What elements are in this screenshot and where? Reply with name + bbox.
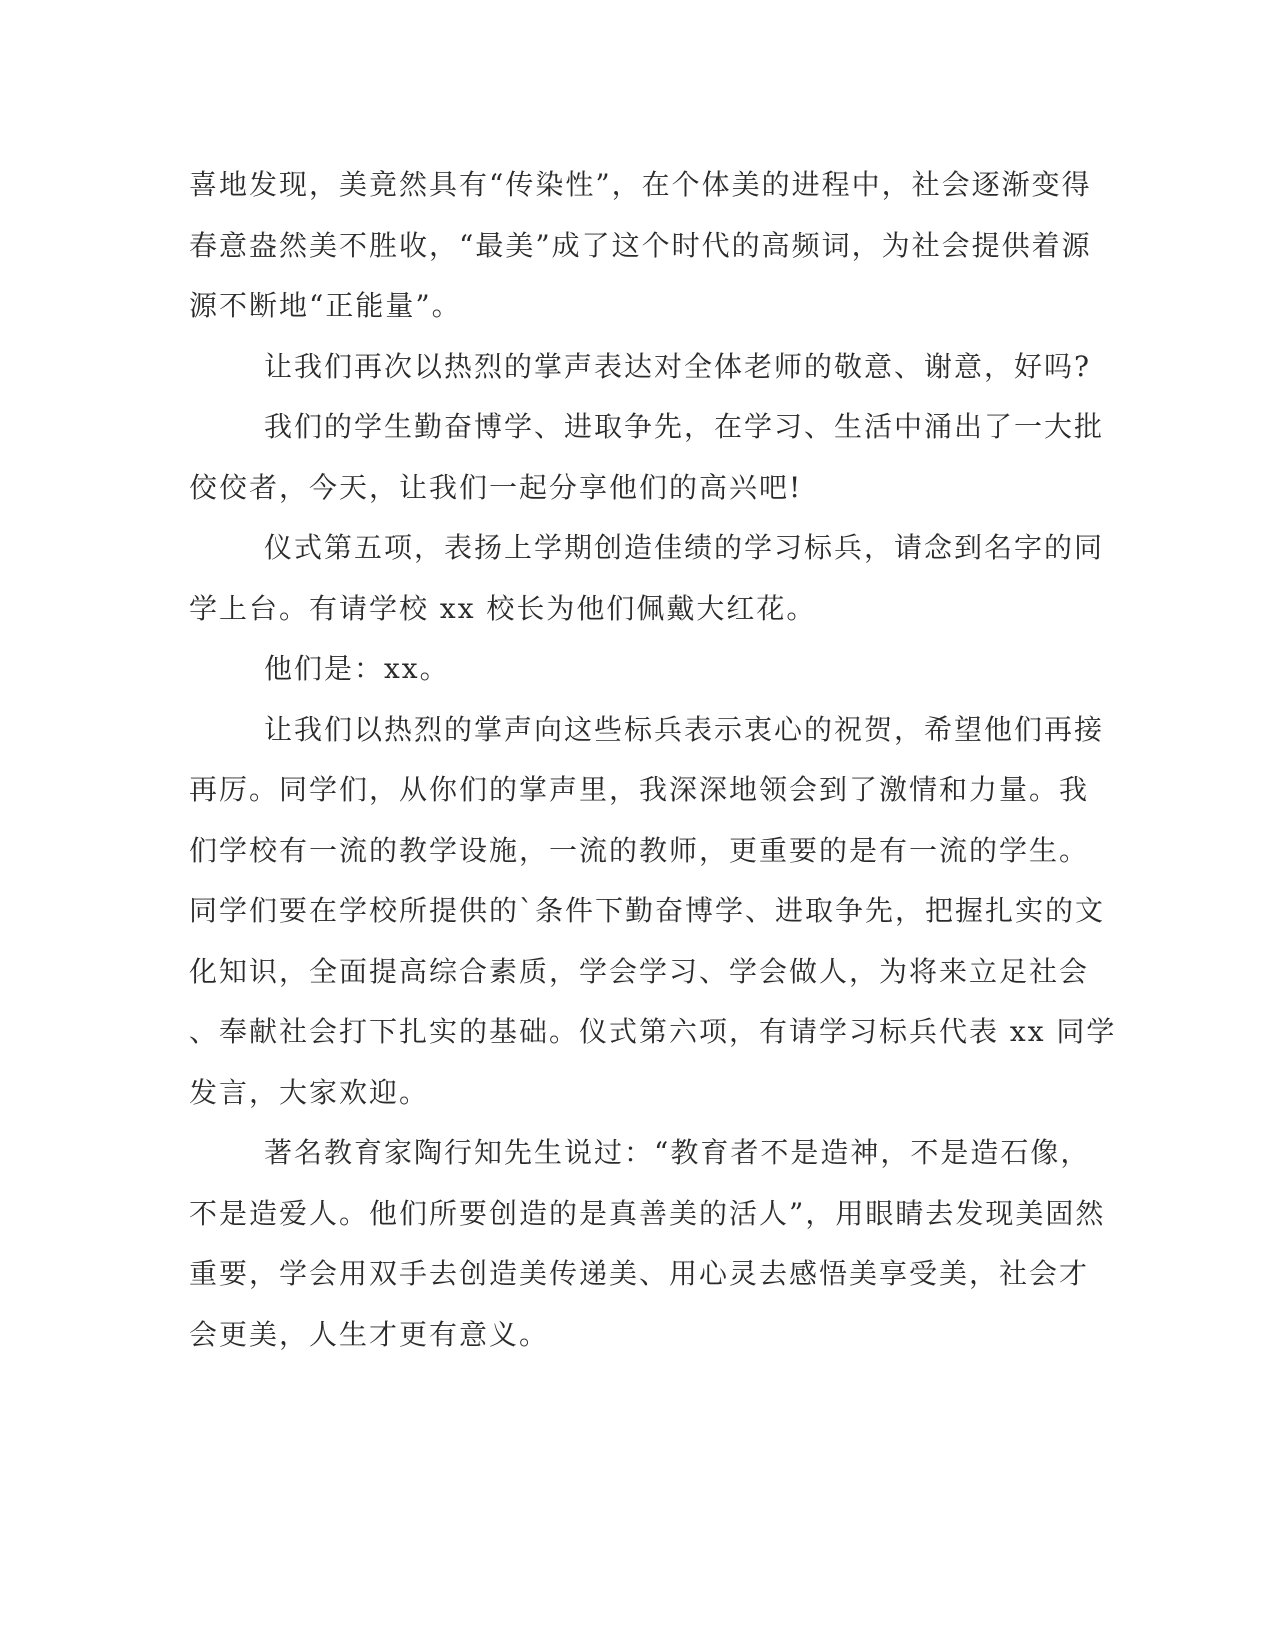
- document-body: [189, 155, 1117, 1365]
- text-line: 再厉。同学们，从你们的掌声里，我深深地领会到了激情和力量。我: [189, 773, 1090, 806]
- text-line: 会更美，人生才更有意义。: [189, 1317, 550, 1351]
- text-line: 仪式第五项，表扬上学期创造佳绩的学习标兵，请念到名字的同: [264, 531, 1105, 564]
- text-line: 喜地发现，美竟然具有“传染性”，在个体美的进程中，社会逐渐变得: [189, 168, 1092, 201]
- text-line: 著名教育家陶行知先生说过：“教育者不是造神，不是造石像，: [264, 1136, 1091, 1169]
- text-line: 佼佼者，今天，让我们一起分享他们的高兴吧!: [189, 470, 803, 504]
- text-line: 他们是：xx。: [264, 652, 450, 685]
- text-line: 发言，大家欢迎。: [189, 1075, 430, 1109]
- text-line: 化知识，全面提高综合素质，学会学习、学会做人，为将来立足社会: [189, 954, 1090, 988]
- text-line: 们学校有一流的教学设施，一流的教师，更重要的是有一流的学生。: [189, 833, 1090, 867]
- text-line: 让我们以热烈的掌声向这些标兵表示衷心的祝贺，希望他们再接: [264, 712, 1105, 746]
- text-line: 重要，学会用双手去创造美传递美、用心灵去感悟美享受美，社会才: [189, 1257, 1090, 1290]
- text-line: 同学们要在学校所提供的`条件下勤奋博学、进取争先，把握扎实的文: [189, 894, 1106, 927]
- text-line: 源不断地“正能量”。: [189, 289, 462, 322]
- text-line: 学上台。有请学校 xx 校长为他们佩戴大红花。: [189, 591, 817, 625]
- text-line: 春意盎然美不胜收，“最美”成了这个时代的高频词，为社会提供着源: [189, 228, 1092, 262]
- text-line: 不是造爱人。他们所要创造的是真善美的活人”，用眼睛去发现美固然: [189, 1196, 1106, 1230]
- text-line: 、奉献社会打下扎实的基础。仪式第六项，有请学习标兵代表 xx 同学: [189, 1015, 1117, 1048]
- text-line: 让我们再次以热烈的掌声表达对全体老师的敬意、谢意，好吗?: [264, 349, 1092, 383]
- text-line: 我们的学生勤奋博学、进取争先，在学习、生活中涌出了一大批: [264, 410, 1105, 443]
